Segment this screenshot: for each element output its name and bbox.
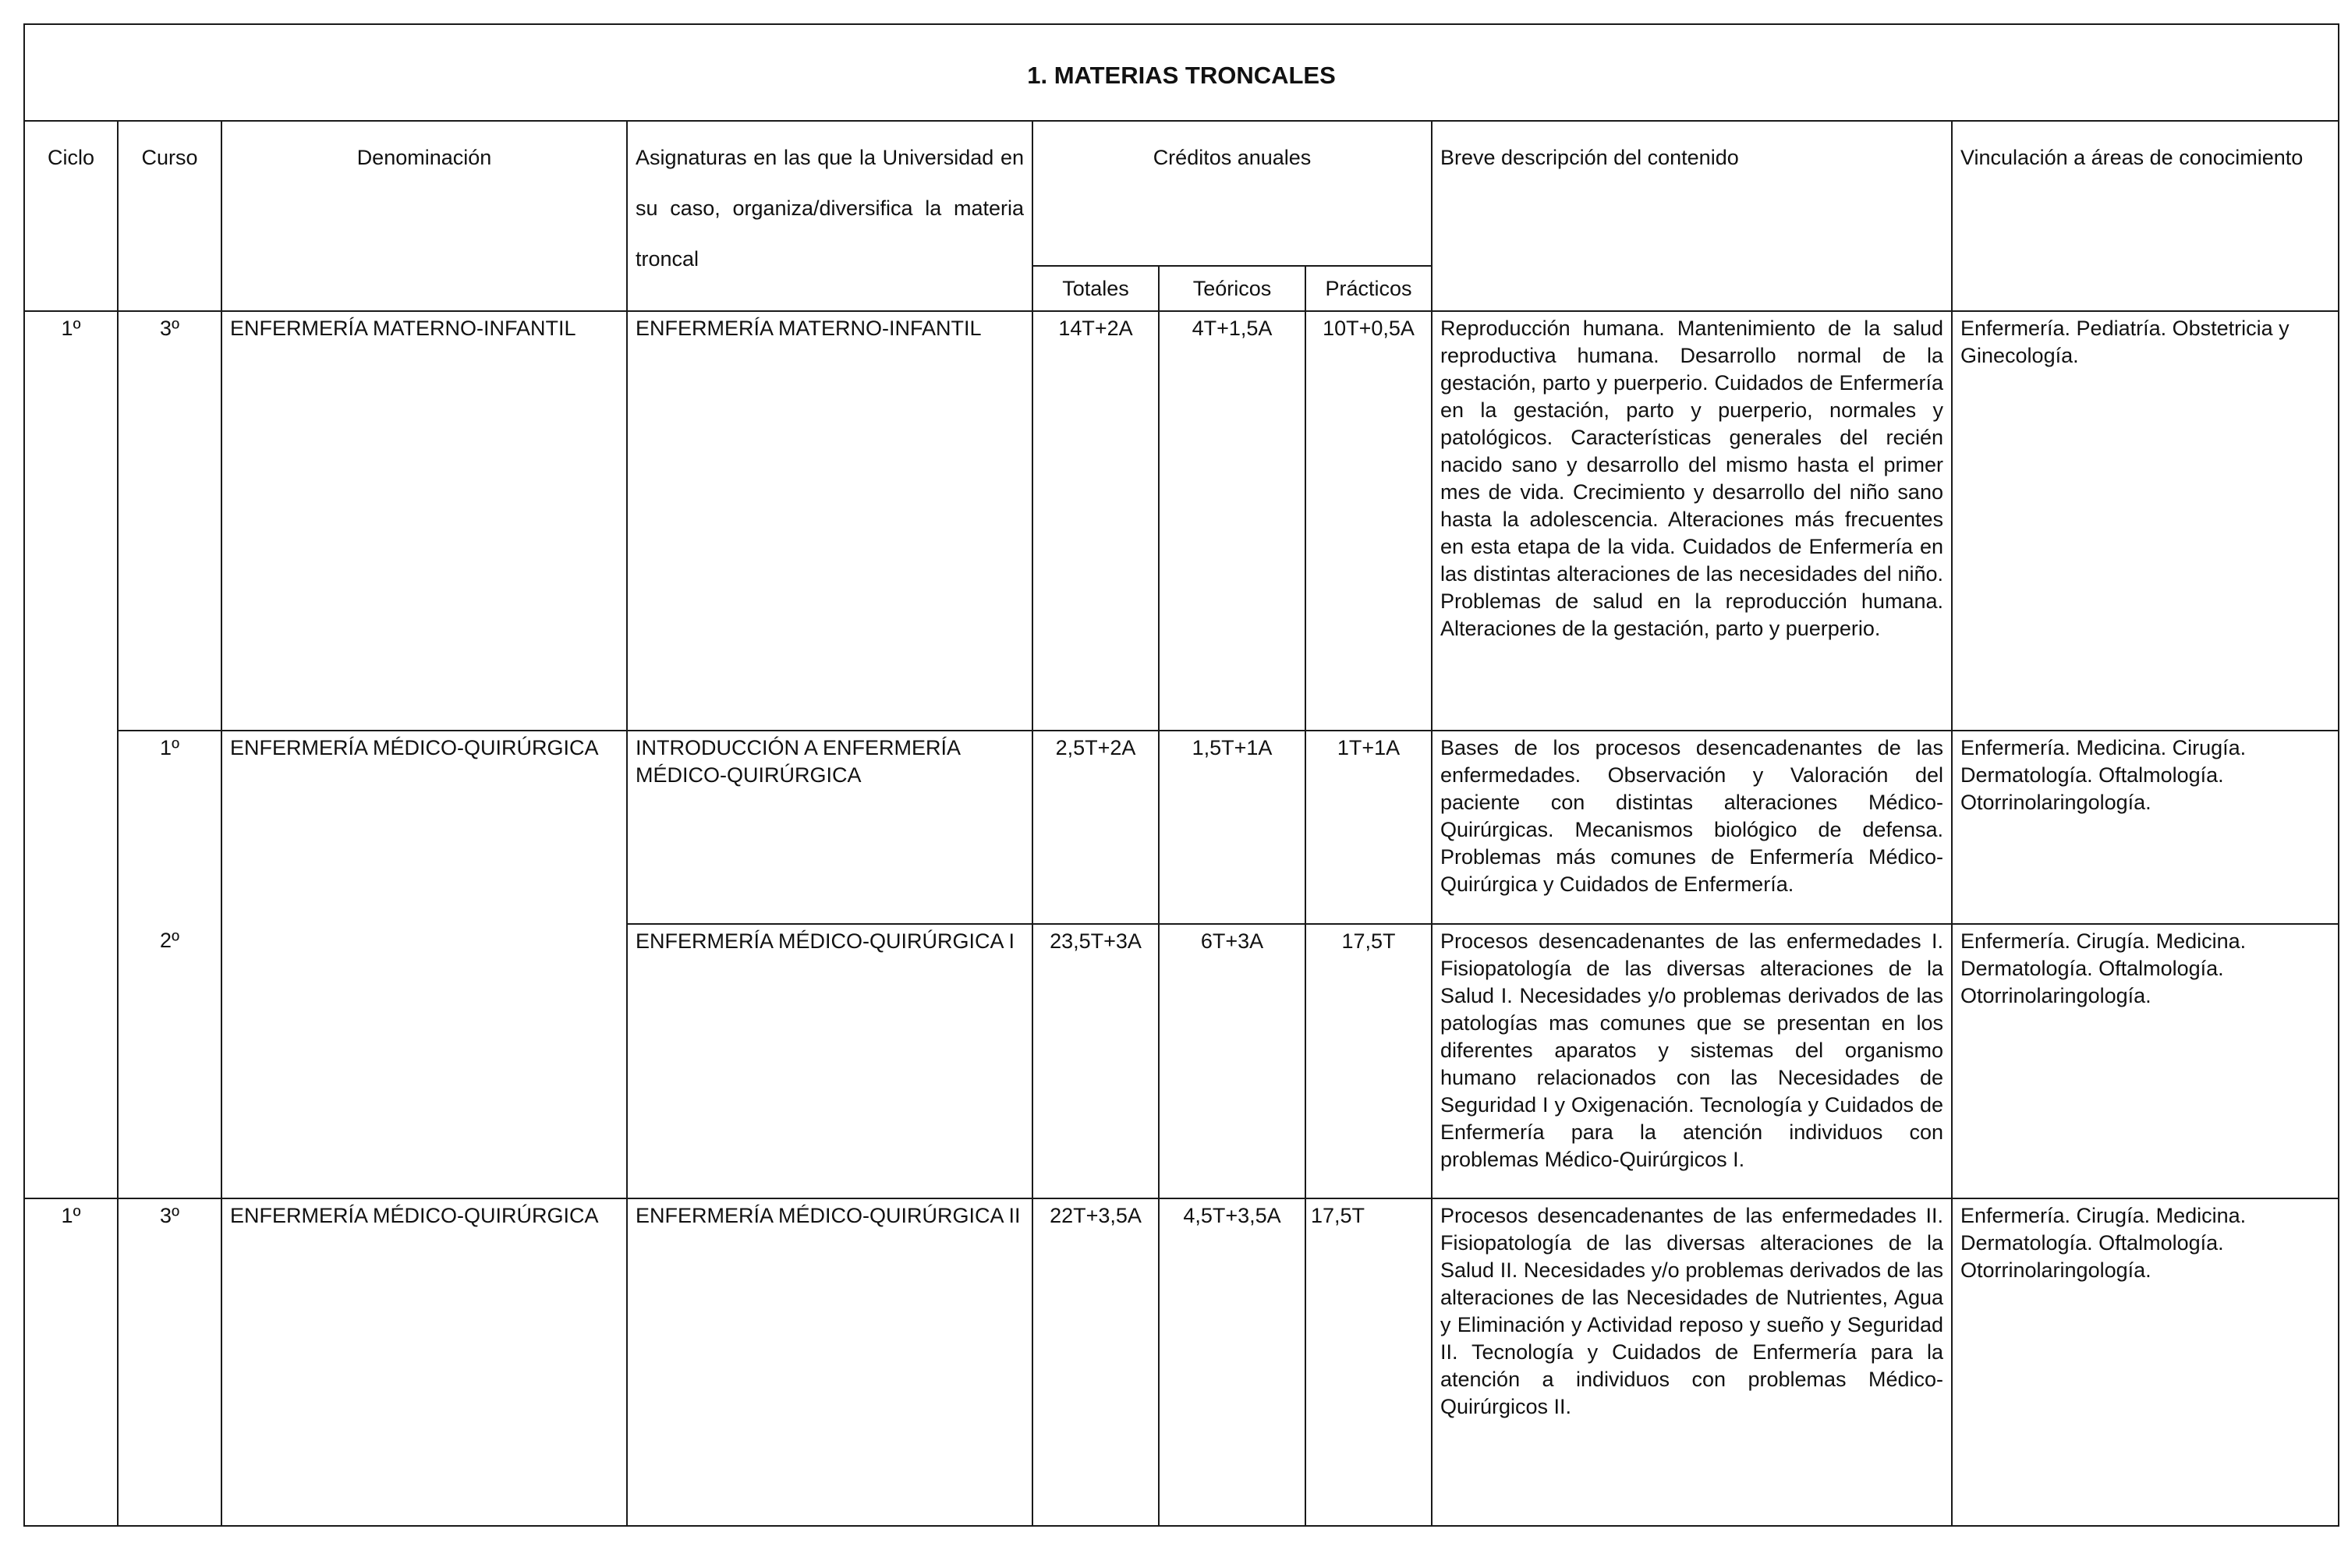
descripcion-cell: Bases de los procesos desencadenantes de las enfermedades. Observación y Valoración del paciente con distintas alteraciones Médico-Quirúrgicas. Mecanismos biológico de defensa. Problemas más comunes de Enfermería Médico-Quirúrgica y Cuidados de Enfermería. (1432, 731, 1952, 924)
ciclo-cell: 1º (24, 311, 118, 1198)
asignatura-cell: INTRODUCCIÓN A ENFERMERÍA MÉDICO-QUIRÚRGICA (627, 731, 1032, 924)
descripcion-cell: Procesos desencadenantes de las enfermedades II. Fisiopatología de las diversas alteraciones de la Salud II. Necesidades y/o problemas derivados de las alteraciones de las Necesidades de Nutrientes, Agua y Eliminación y Actividad reposo y sueño y Seguridad II. Tecnología y Cuidados de Enfermería para la atención a individuos con problemas Médico-Quirúrgicos II. (1432, 1198, 1952, 1526)
practicos-cell: 17,5T (1305, 1198, 1432, 1526)
document-page (23, 23, 2338, 1527)
asignatura-cell: ENFERMERÍA MÉDICO-QUIRÚRGICA II (627, 1198, 1032, 1526)
header-asignaturas: Asignaturas en las que la Universidad en su caso, organiza/diversifica la materia troncal (627, 121, 1032, 311)
header-teoricos: Teóricos (1159, 266, 1305, 311)
totales-cell: 22T+3,5A (1032, 1198, 1159, 1526)
descripcion-cell: Procesos desencadenantes de las enfermedades I. Fisiopatología de las diversas alteraciones de la Salud I. Necesidades y/o problemas derivados de las patologías mas comunes que se presentan en los diferentes aparatos y sistemas del organismo humano relacionados con las Necesidades de Seguridad I y Oxigenación. Tecnología y Cuidados de Enfermería para la atención individuos con problemas Médico-Quirúrgicos I. (1432, 924, 1952, 1198)
curso-cell: 3º (118, 311, 221, 731)
asignatura-cell: ENFERMERÍA MATERNO-INFANTIL (627, 311, 1032, 731)
header-descripcion: Breve descripción del contenido (1432, 121, 1952, 311)
curso-cell: 2º (118, 924, 221, 1198)
header-totales: Totales (1032, 266, 1159, 311)
vinculacion-cell: Enfermería. Medicina. Cirugía. Dermatología. Oftalmología. Otorrinolaringología. (1952, 731, 2339, 924)
vinculacion-cell: Enfermería. Cirugía. Medicina. Dermatología. Oftalmología. Otorrinolaringología. (1952, 924, 2339, 1198)
table-row (24, 311, 2339, 731)
denominacion-cell: ENFERMERÍA MATERNO-INFANTIL (221, 311, 627, 731)
denominacion-cell: ENFERMERÍA MÉDICO-QUIRÚRGICA (221, 731, 627, 1198)
teoricos-cell: 4,5T+3,5A (1159, 1198, 1305, 1526)
header-creditos-anuales: Créditos anuales (1032, 121, 1432, 266)
practicos-cell: 17,5T (1305, 924, 1432, 1198)
title-row (24, 24, 2339, 121)
table-title: 1. MATERIAS TRONCALES (24, 24, 2339, 121)
table-row (24, 1198, 2339, 1526)
materias-troncales-table (23, 23, 2339, 1527)
vinculacion-cell: Enfermería. Pediatría. Obstetricia y Ginecología. (1952, 311, 2339, 731)
header-denominacion: Denominación (221, 121, 627, 311)
totales-cell: 2,5T+2A (1032, 731, 1159, 924)
asignatura-cell: ENFERMERÍA MÉDICO-QUIRÚRGICA I (627, 924, 1032, 1198)
header-practicos: Prácticos (1305, 266, 1432, 311)
header-vinculacion: Vinculación a áreas de conocimiento (1952, 121, 2339, 311)
teoricos-cell: 1,5T+1A (1159, 731, 1305, 924)
practicos-cell: 10T+0,5A (1305, 311, 1432, 731)
curso-cell: 1º (118, 731, 221, 924)
descripcion-cell: Reproducción humana. Mantenimiento de la salud reproductiva humana. Desarrollo normal de la gestación, parto y puerperio. Cuidados de Enfermería en la gestación, parto y puerperio, normales y patológicos. Características generales del recién nacido sano y desarrollo del mismo hasta el primer mes de vida. Crecimiento y desarrollo del niño sano hasta la adolescencia. Alteraciones más frecuentes en esta etapa de la vida. Cuidados de Enfermería en las distintas alteraciones de las necesidades del niño. Problemas de salud en la reproducción humana. Alteraciones de la gestación, parto y puerperio. (1432, 311, 1952, 731)
teoricos-cell: 6T+3A (1159, 924, 1305, 1198)
teoricos-cell: 4T+1,5A (1159, 311, 1305, 731)
curso-cell: 3º (118, 1198, 221, 1526)
ciclo-cell: 1º (24, 1198, 118, 1526)
practicos-cell: 1T+1A (1305, 731, 1432, 924)
totales-cell: 14T+2A (1032, 311, 1159, 731)
vinculacion-cell: Enfermería. Cirugía. Medicina. Dermatología. Oftalmología. Otorrinolaringología. (1952, 1198, 2339, 1526)
denominacion-cell: ENFERMERÍA MÉDICO-QUIRÚRGICA (221, 1198, 627, 1526)
totales-cell: 23,5T+3A (1032, 924, 1159, 1198)
header-curso: Curso (118, 121, 221, 311)
table-row (24, 731, 2339, 924)
header-ciclo: Ciclo (24, 121, 118, 311)
header-row (24, 121, 2339, 266)
